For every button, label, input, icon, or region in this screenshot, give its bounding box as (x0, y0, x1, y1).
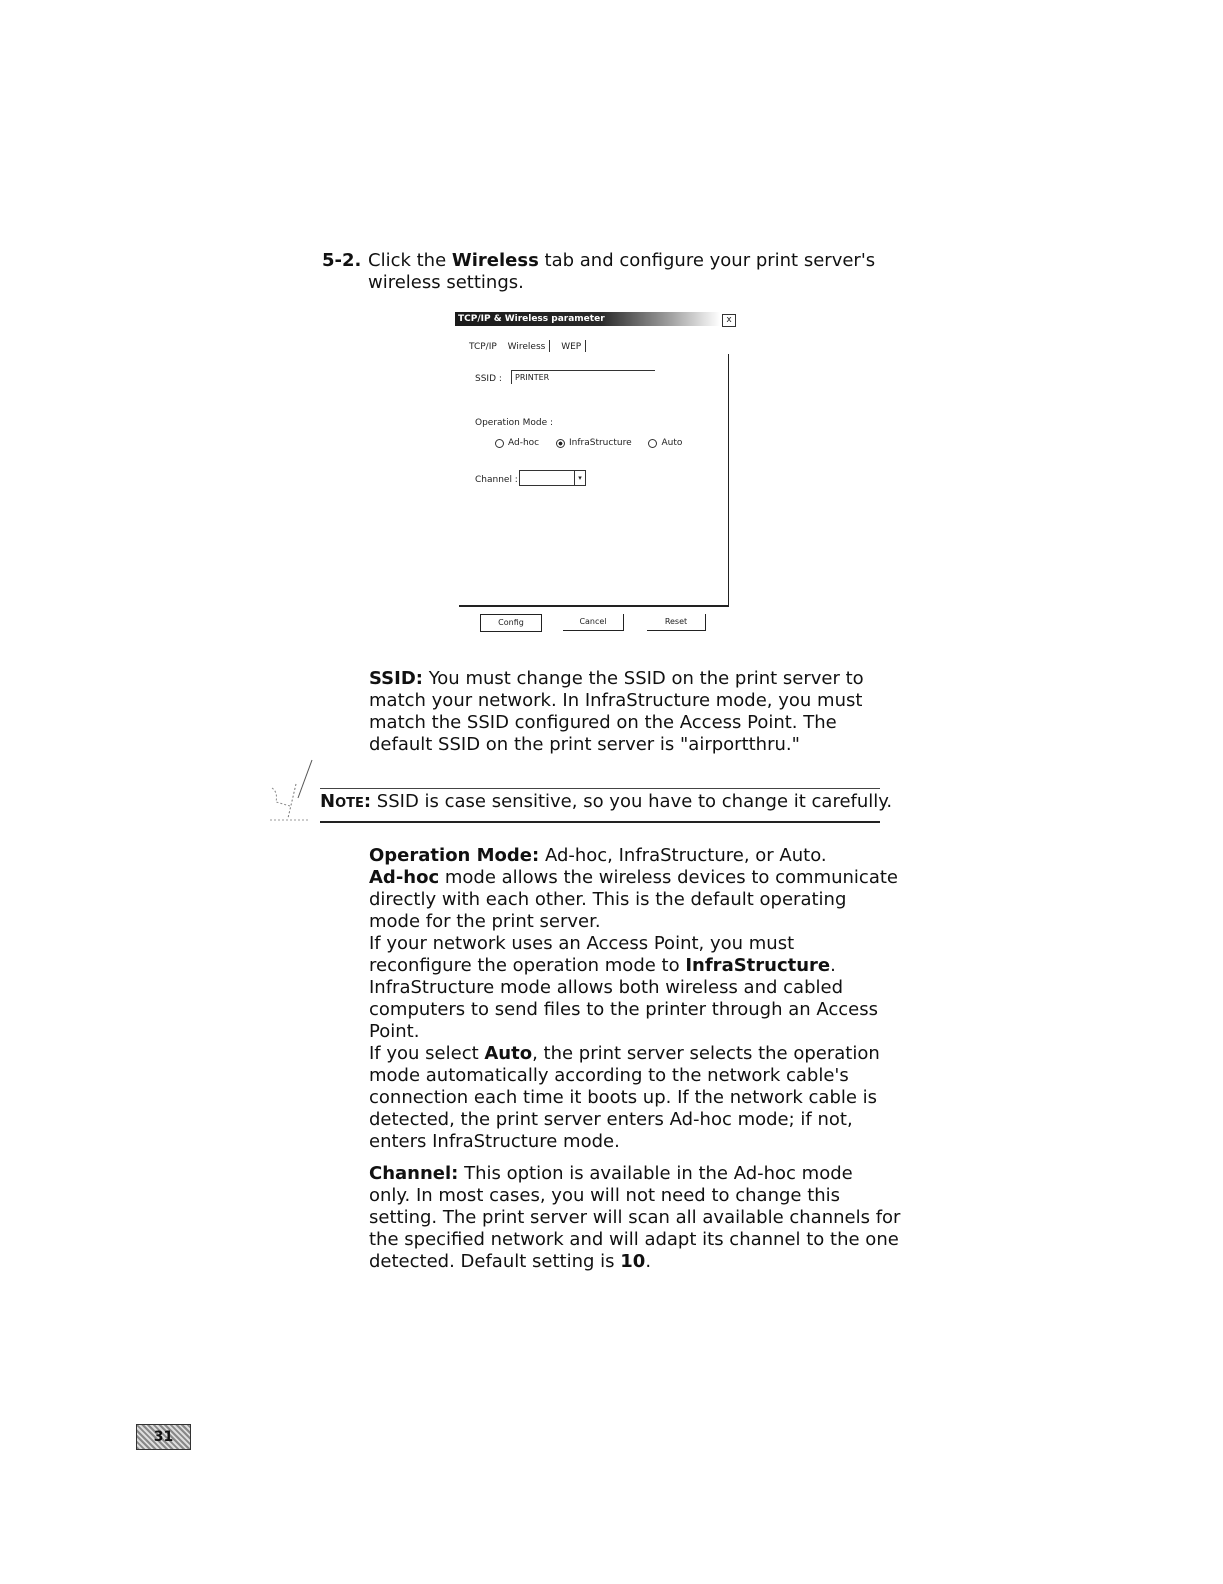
wireless-tab-ref: Wireless (451, 250, 539, 271)
paragraph-line: directly with each other. This is the default operating (369, 889, 847, 910)
paragraph-line: computers to send files to the printer through an Access (369, 999, 878, 1020)
paragraph-line: Point. (369, 1021, 420, 1042)
cancel-button[interactable]: Cancel (563, 614, 624, 631)
chevron-down-icon[interactable]: ▾ (574, 471, 585, 485)
paragraph-line: setting. The print server will scan all available channels for (369, 1207, 901, 1228)
note-pencil-icon (268, 758, 314, 822)
panel-border (459, 605, 729, 607)
paragraph-line: default SSID on the print server is "airportthru." (369, 734, 800, 755)
paragraph-line: the specified network and will adapt its channel to the one (369, 1229, 899, 1250)
paragraph-line: only. In most cases, you will not need to change this (369, 1185, 841, 1206)
step-number: 5-2. (322, 250, 362, 271)
ssid-heading: SSID: (369, 668, 423, 689)
paragraph-line: mode automatically according to the network cable's (369, 1065, 849, 1086)
dialog-title: TCP/IP & Wireless parameter (455, 312, 720, 326)
paragraph-line: match the SSID configured on the Access Point. The (369, 712, 837, 733)
tab-tcpip[interactable]: TCP/IP (469, 341, 497, 352)
note-divider-bottom (320, 821, 880, 823)
radio-selected-icon (556, 439, 565, 448)
paragraph-text: This option is available in the Ad-hoc mode (458, 1163, 853, 1184)
paragraph-text: . (645, 1251, 652, 1272)
radio-adhoc[interactable] (495, 438, 539, 448)
radio-label: Ad-hoc (508, 438, 540, 448)
channel-paragraph (369, 1163, 901, 1273)
page-number: 31 (136, 1424, 191, 1450)
wireless-settings-dialog (455, 312, 745, 652)
note-text: SSID is case sensitive, so you have to change it carefully. (371, 791, 893, 812)
ssid-paragraph (369, 668, 889, 756)
paragraph-text: If you select (369, 1043, 485, 1064)
radio-icon (648, 439, 657, 448)
adhoc-term: Ad-hoc (369, 867, 440, 888)
close-icon[interactable]: x (722, 314, 736, 327)
paragraph-line: enters InfraStructure mode. (369, 1131, 620, 1152)
paragraph-line (369, 1163, 889, 1185)
paragraph-line: mode for the print server. (369, 911, 601, 932)
tab-wireless[interactable]: Wireless (507, 341, 546, 352)
step-text: tab and configure your print server's (538, 250, 876, 271)
infrastructure-term: InfraStructure (685, 955, 831, 976)
paragraph-text: mode allows the wireless devices to communicate (439, 867, 898, 888)
radio-icon (495, 439, 504, 448)
paragraph-text: reconfigure the operation mode to (369, 955, 686, 976)
channel-heading: Channel: (369, 1163, 459, 1184)
paragraph-line: match your network. In InfraStructure mode, you must (369, 690, 863, 711)
paragraph-line: If your network uses an Access Point, you must (369, 933, 795, 954)
operation-mode-paragraph (369, 845, 898, 1153)
radio-label: InfraStructure (569, 438, 632, 448)
operation-mode-radios (495, 438, 696, 451)
radio-auto[interactable] (648, 438, 682, 448)
paragraph-text: Ad-hoc, InfraStructure, or Auto. (539, 845, 827, 866)
note-divider-top (320, 788, 880, 789)
ssid-label: SSID : (475, 374, 502, 384)
panel-border (728, 354, 729, 607)
tab-wep[interactable]: WEP (561, 341, 582, 352)
default-channel-value: 10 (620, 1251, 646, 1272)
step-line-1 (368, 250, 875, 272)
tab-divider (549, 340, 550, 352)
reset-button[interactable]: Reset (647, 614, 706, 631)
paragraph-line (369, 1251, 889, 1273)
step-line-2: wireless settings. (368, 272, 524, 293)
paragraph-line (369, 1043, 889, 1065)
operation-mode-heading: Operation Mode: (369, 845, 540, 866)
paragraph-text: You must change the SSID on the print server to (422, 668, 864, 689)
operation-mode-label: Operation Mode : (475, 418, 554, 428)
step-text: Click the (368, 250, 452, 271)
paragraph-line (369, 867, 898, 889)
config-button[interactable]: Config (480, 614, 542, 632)
ssid-input[interactable]: PRINTER (511, 370, 655, 384)
paragraph-text: , the print server selects the operation (532, 1043, 880, 1064)
paragraph-text: . (830, 955, 836, 976)
paragraph-line: detected, the print server enters Ad-hoc mode; if not, (369, 1109, 853, 1130)
paragraph-line (369, 845, 889, 867)
tab-divider (585, 340, 586, 352)
dialog-tabs (469, 340, 594, 352)
note (320, 791, 892, 813)
paragraph-line (369, 668, 889, 690)
paragraph-line: connection each time it boots up. If the network cable is (369, 1087, 878, 1108)
radio-infrastructure[interactable] (556, 438, 632, 448)
channel-label: Channel : (475, 475, 518, 485)
radio-label: Auto (661, 438, 683, 448)
paragraph-text: detected. Default setting is (369, 1251, 621, 1272)
paragraph-line (369, 955, 889, 977)
paragraph-line: InfraStructure mode allows both wireless and cabled (369, 977, 843, 998)
auto-term: Auto (484, 1043, 533, 1064)
channel-select[interactable] (519, 470, 586, 486)
note-label: Note: (320, 791, 372, 812)
